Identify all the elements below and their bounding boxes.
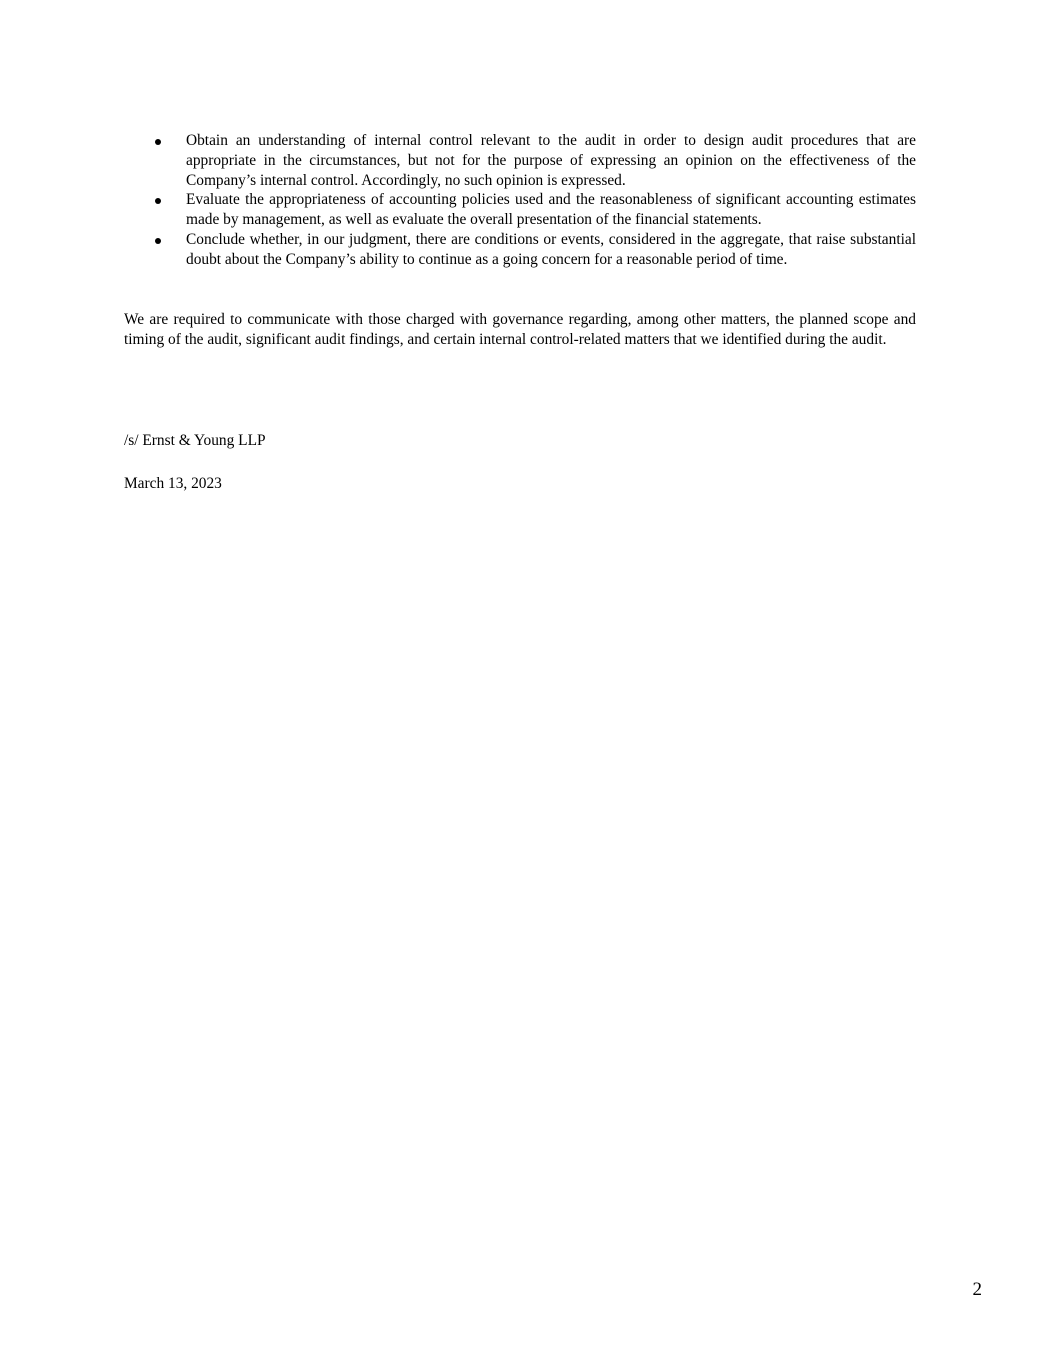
bullet-text: Obtain an understanding of internal control relevant to the audit in order to design audit procedures that are appropriate in the circumstances, but not for the purpose of expressing an opinion on the effectiveness of the Company’s internal control. Accordingly, no such opinion is expressed. [186, 132, 916, 189]
list-item [124, 131, 916, 190]
bullet-list [124, 131, 916, 270]
bullet-icon [155, 139, 161, 145]
bullet-icon [155, 198, 161, 204]
list-item [124, 190, 916, 230]
list-item [124, 230, 916, 270]
bullet-icon [155, 238, 161, 244]
report-date: March 13, 2023 [124, 475, 222, 492]
governance-paragraph: We are required to communicate with those charged with governance regarding, among other matters, the planned scope and timing of the audit, significant audit findings, and certain internal control-related matters that we identified during the audit. [124, 311, 916, 348]
bullet-text: Conclude whether, in our judgment, there are conditions or events, considered in the aggregate, that raise substantial doubt about the Company’s ability to continue as a going concern for a reasonable period of time. [186, 230, 916, 268]
bullet-text: Evaluate the appropriateness of accounting policies used and the reasonableness of significant accounting estimates made by management, as well as evaluate the overall presentation of the financial statements. [186, 191, 916, 229]
auditor-signature: /s/ Ernst & Young LLP [124, 432, 266, 449]
page-number: 2 [972, 1279, 982, 1300]
